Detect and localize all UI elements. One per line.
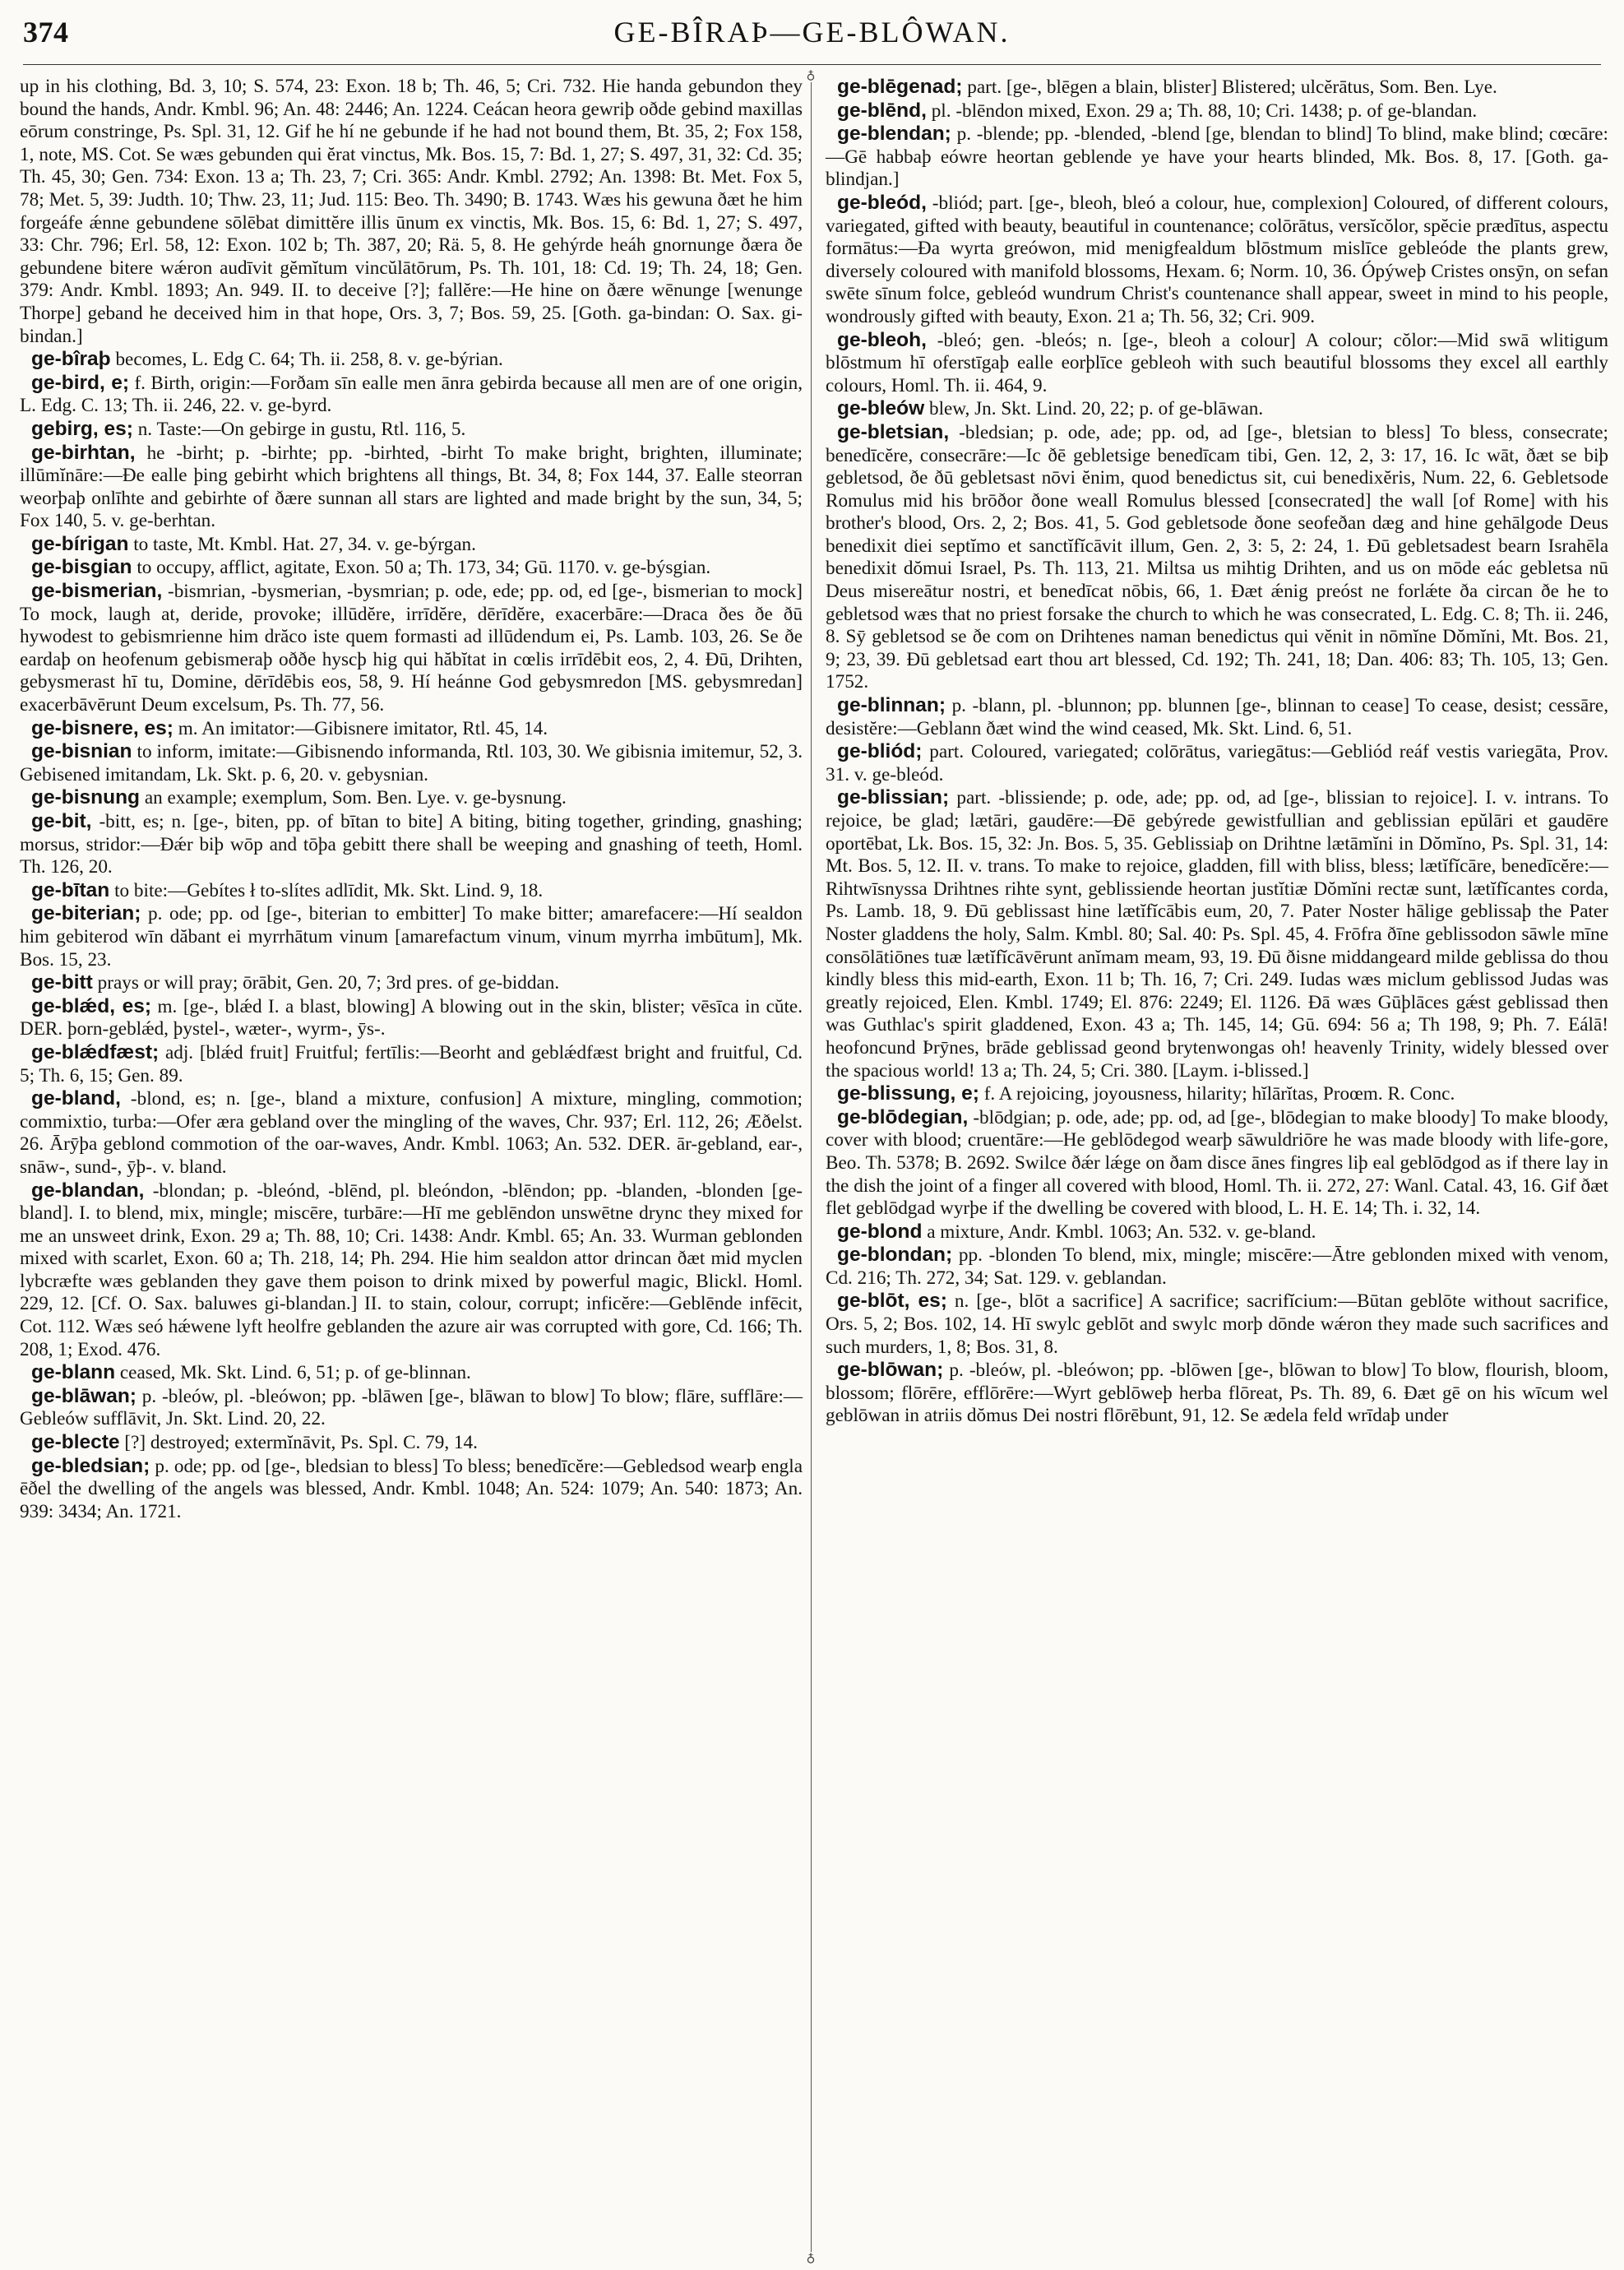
entry-headword: ge-bītan [31, 878, 110, 901]
entry-body: p. ode; pp. od [ge-, biterian to embitter] To make bitter; amarefacere:—Hí sealdon him gebiterod wīn dăbant ei myrrhātum vinum [amarefactum vinum, vinum myrrha imbūtum], Mk. Bos. 15, 23. [20, 903, 803, 971]
entry-headword: ge-bisnian [31, 740, 132, 763]
entry-body: ceased, Mk. Skt. Lind. 6, 51; p. of ge-blinnan. [119, 1362, 471, 1384]
entry-headword: ge-bisnere, es; [31, 716, 174, 739]
entry-body: -bliód; part. [ge-, bleoh, bleó a colour, hue, complexion] Coloured, of different colours, variegated, gifted with beauty, beautiful in countenance; colōrātus, versĭcŏlor, spĕcie prædītus, aspectu formātus:—Ða wyrta greówon, mid menigfealdum blōstmum mislīce gebleóde the plants grew, diversely coloured with manifold blossoms, Hexam. 6; Norm. 10, 36. Ópýweþ Cristes onsȳn, on sefan swēte sīnum folce, gebleód wundrum Christ's countenance shall appear, sweet in mind to his people, wondrously gifted with beauty, Exon. 21 a; Th. 56, 32; Cri. 909. [826, 192, 1608, 327]
entry-body: to taste, Mt. Kmbl. Hat. 27, 34. v. ge-býrgan. [133, 533, 476, 555]
dictionary-entry [826, 123, 1608, 192]
entry-headword: ge-bírigan [31, 532, 129, 555]
dictionary-entry [826, 1244, 1608, 1290]
entry-headword: ge-blǽdfæst; [31, 1040, 160, 1063]
entry-body: to occupy, afflict, agitate, Exon. 50 a; Th. 173, 34; Gū. 1170. v. ge-býsgian. [136, 557, 711, 579]
entry-body: -bledsian; p. ode, ade; pp. od, ad [ge-, bletsian to bless] To bless, consecrate; benedīcĕre, consecrāre:—Ic ðē gebletsige benedīcam tibi, Gen. 12, 2, 3: 17, 16. Ic wāt, ðæt se biþ gebletsod, ðe ðū gebletsast nōvi ĕnim, quod benedictus sit, cui benedixĕris, Num. 22, 6. Gebletsode Romulus mid his brōðor ðone weall Romulus blessed [consecrated] the wall [of Rome] with his brother's blood, Ors. 2, 2; Bos. 41, 5. God gebletsode ðone seofeðan dæg and hine gehālgode Deus benedixit diei septĭmo et sanctĭfĭcāvit illum, Gen. 2, 3: 5, 2: 24, 1. Ðū gebletsadest bearn Israhēla benedixit dŏmui Israel, Ps. Th. 113, 21. Miltsa us mihtig Drihten, and us on mōde eác gebletsa nū Deus misereātur nostri, et benedīcat nōbis, 66, 1. Ðæt ǽnig preóst ne forlǽte ða circan ðe he to gebletsod wæs that no priest forsake the church to which he was consecrated, L. Edg. C. 8; Th. ii. 246, 8. Sȳ gebletsod se ðe com on Drihtenes naman benedictus qui vĕnit in nōmĭne Dŏmĭni, Mt. Bos. 21, 9; 23, 39. Ðū gebletsad eart thou art blessed, Cd. 192; Th. 241, 18; Dan. 406: 83; Th. 105, 13; Gen. 1752. [826, 421, 1609, 693]
entry-body: -bitt, es; n. [ge-, biten, pp. of bītan to bite] A biting, biting together, grinding, gnashing; morsus, stridor:—Ðǽr biþ wōp and tōþa gebitt there shall be weeping and gnashing of teeth, Homl. Th. 126, 20. [20, 811, 803, 878]
dictionary-entry [826, 329, 1608, 398]
dictionary-entry [826, 76, 1608, 100]
dictionary-entry [20, 1041, 803, 1087]
dictionary-entry [826, 100, 1608, 123]
page-number: 374 [23, 16, 69, 49]
entry-headword: ge-bleód, [837, 191, 927, 214]
entry-headword: ge-blecte [31, 1431, 120, 1454]
entry-body: up in his clothing, Bd. 3, 10; S. 574, 23: Exon. 18 b; Th. 46, 5; Cri. 732. Hie handa gebundon they bound the hands, Andr. Kmbl. 96; An. 48: 2446; An. 1224. Ceácan heora gewriþ oðde gebind maxillas eōrum constringe, Ps. Spl. 31, 12. Gif he hí ne gebunde if he had not bound them, Bt. 35, 2; Fox 158, 1, note, MS. Cot. Se wæs gebunden qui ĕrat vinctus, Mk. Bos. 15, 7: Bd. 1, 27; S. 497, 31, 32: Cd. 35; Th. 45, 30; Gen. 734: Exon. 13 a; Th. 23, 7; Cri. 365: Andr. Kmbl. 2792; An. 1398: Bt. Met. Fox 5, 78; Met. 5, 39: Judth. 10; Thw. 23, 11; Jud. 115: Beo. Th. 3490; B. 1743. Wæs his gewuna ðæt he him forgeáfe ǽnne gebundene sōlēbat dimittĕre illis ūnum ex vinctis, Mk. Bos. 15, 6: Bd. 1, 27; S. 497, 33: Chr. 796; Erl. 58, 12: Exon. 102 b; Th. 387, 20; Rä. 5, 8. He gehýrde heáh gnornunge ðæra ðe gebundene bitere wǽron audīvit gĕmĭtum vincŭlātōrum, Ps. Th. 101, 18: Cd. 19; Th. 24, 18; Gen. 379: Andr. Kmbl. 1893; An. 949. II. to deceive [?]; fallĕre:—He hine on ðære wēnunge [wenunge Thorpe] geband he deceived him in that hope, Ors. 3, 7; Bos. 59, 25. [Goth. ga-bindan: O. Sax. gi-bindan.] [20, 76, 803, 347]
entry-body: part. -blissiende; p. ode, ade; pp. od, ad [ge-, blissian to rejoice]. I. v. intrans. To rejoice, be glad; lætāri, gaudēre:—Ðē gebýrede gewistfullian and geblissian epŭlāri et gaudēre oportēbat, Lk. Bos. 15, 32: Jn. Bos. 5, 35. Geblissiaþ on Drihtne lætāmĭni in Dŏmĭno, Ps. Spl. 31, 14: Mt. Bos. 5, 12. II. v. trans. To make to rejoice, gladden, fill with bliss, bless; lætĭfĭcāre, benedīcĕre:—Rihtwīsnyssa Drihtnes rihte synt, geblissiende heortan justĭtiæ Dŏmĭni rectæ sunt, lætĭfĭcantes corda, Ps. Lamb. 18, 9. Ðū geblissast hine lætĭfĭcābis eum, 20, 7. Pater Noster hālige geblissaþ the Pater Noster gladdens the holy, Salm. Kmbl. 80; Sal. 40: Ps. Spl. 45, 4. Frōfra ðīne geblissodon sāwle mīne consōlātiōnes tuæ lætĭfĭcāvērunt anĭmam meam, 93, 19. Ðū ðisne middangeard milde geblissa do thou kindly bless this mid-earth, Exon. 11 b; Th. 16, 7; Cri. 249. Iudas wæs miclum geblissod Judas was greatly rejoiced, Elen. Kmbl. 1749; El. 876: 2249; El. 1126. Ðā wæs Gūþlāces gǽst geblissad then was Guthlac's spirit gladdened, Exon. 43 a; Th. 145, 14; Gū. 694: 56 a; Th 198, 9; Ph. 7. Eálā! heofoncund Þrȳnes, brāde geblissad geond brytenwongas oh! heavenly Trinity, widely blessed over the spacious world! 13 a; Th. 24, 5; Cri. 380. [Laym. i-blissed.] [826, 787, 1609, 1082]
dictionary-entry [20, 1385, 803, 1431]
entry-headword: ge-bismerian, [31, 580, 163, 603]
entry-body: f. Birth, origin:—Forðam sīn ealle men ānra gebirda because all men are of one origin, L. Edg. C. 13; Th. ii. 246, 22. v. ge-byrd. [20, 372, 803, 417]
entry-headword: ge-bit, [31, 810, 92, 832]
entry-headword: ge-blissian; [837, 786, 950, 809]
dictionary-entry [826, 786, 1608, 1082]
entry-body: [?] destroyed; extermĭnāvit, Ps. Spl. C. 79, 14. [124, 1432, 478, 1454]
entry-body: a mixture, Andr. Kmbl. 1063; An. 532. v. ge-bland. [927, 1221, 1316, 1243]
dictionary-entry [20, 1179, 803, 1362]
entry-body: n. [ge-, blōt a sacrifice] A sacrifice; sacrifĭcium:—Būtan geblōte without sacrifice, Ors. 5, 2; Bos. 102, 14. Hī swylc geblōt and swylc morþ dōnde wǽron they made such sacrifices and such murders, 1, 8; Bos. 31, 8. [826, 1290, 1609, 1358]
dictionary-entry [20, 1087, 803, 1179]
dictionary-entry [20, 879, 803, 903]
entry-body: f. A rejoicing, joyousness, hilarity; hĭlārĭtas, Proœm. R. Conc. [983, 1083, 1455, 1105]
entry-headword: ge-biterian; [31, 902, 141, 925]
entry-headword: ge-blǽd, es; [31, 994, 151, 1017]
entry-headword: ge-bleów [837, 397, 925, 420]
entry-body: adj. [blǽd fruit] Fruitful; fertīlis:—Beorht and geblǽdfæst bright and fruitful, Cd. 5; Th. 6, 15; Gen. 89. [20, 1041, 803, 1086]
entry-headword: ge-blēgenad; [837, 76, 963, 98]
dictionary-entry [20, 971, 803, 995]
dictionary-entry [20, 717, 803, 741]
entry-body: -bismrian, -bysmerian, -bysmrian; p. ode, ede; pp. od, ed [ge-, bismerian to mock] To mock, laugh at, deride, provoke; illūdĕre, irrīdĕre, dērīdĕre, exacerbāre:—Draca ðes ðe ðū hywodest to gebismrienne him drăco iste quem formasti ad illūdendum ei, Ps. Lamb. 103, 26. Se ðe eardaþ on heofenum gebismeraþ oððe hyscþ hig qui hăbĭtat in cœlis irrīdēbit eos, 2, 4. Ðū, Drihten, gebysmerast hī tu, Domine, dērīdēbis eos, 58, 9. Hí heánne God gebysmredon [MS. gebysmredan] exacerbāvērunt Deum excelsum, Ps. Th. 77, 56. [20, 581, 803, 716]
entry-body: -blond, es; n. [ge-, bland a mixture, confusion] A mixture, mingling, commotion; commixtio, turba:—Ofer æra gebland over the mingling of the waves, Chr. 937; Erl. 112, 26; Æðelst. 26. Ārȳþa geblond commotion of the oar-waves, Andr. Kmbl. 1063; An. 532. DER. ār-gebland, ear-, snāw-, sund-, ȳþ-. v. bland. [20, 1088, 803, 1178]
entry-headword: ge-bisgian [31, 556, 132, 579]
entry-headword: ge-bliód; [837, 740, 923, 763]
entry-body: n. Taste:—On gebirge in gustu, Rtl. 116, 5. [137, 418, 466, 440]
dictionary-entry [826, 1221, 1608, 1244]
entry-headword: ge-blendan; [837, 123, 951, 146]
entry-headword: ge-blinnan; [837, 694, 946, 717]
dictionary-entry [20, 418, 803, 442]
divider-ornament-bottom-icon: ♁ [804, 2252, 817, 2265]
entry-body: p. -bleów, pl. -bleówon; pp. -blōwen [ge-, blōwan to blow] To blow, flourish, bloom, blossom; flōrēre, efflōrēre:—Wyrt geblōweþ herba flōreat, Ps. Th. 89, 6. Ðæt gē on his wīcum wel geblōwan in atriis dŏmus Dei nostri flōrēbunt, 91, 12. Se ædela feld wrīdaþ under [826, 1360, 1609, 1427]
entry-headword: ge-bledsian; [31, 1454, 150, 1477]
entry-headword: ge-blāwan; [31, 1384, 136, 1407]
entry-headword: ge-blōdegian, [837, 1105, 969, 1128]
dictionary-entry [20, 348, 803, 372]
dictionary-entry [20, 442, 803, 533]
dictionary-entry [20, 556, 803, 580]
entry-body: part. Coloured, variegated; colōrātus, variegātus:—Gebliód reáf vestis variegāta, Prov. 31. v. ge-bleód. [826, 741, 1609, 785]
page-header [23, 15, 1601, 51]
entry-body: p. -blann, pl. -blunnon; pp. blunnen [ge-, blinnan to cease] To cease, desist; cessāre, desistĕre:—Geblann ðæt wind the wind ceased, Mk. Skt. Lind. 6, 51. [826, 695, 1609, 739]
dictionary-entry [826, 421, 1608, 694]
dictionary-entry [20, 580, 803, 717]
entry-headword: ge-bisnung [31, 786, 141, 809]
entry-body: blew, Jn. Skt. Lind. 20, 22; p. of ge-blāwan. [928, 398, 1264, 420]
entry-body: pl. -blēndon mixed, Exon. 29 a; Th. 88, 10; Cri. 1438; p. of ge-blandan. [931, 100, 1478, 122]
dictionary-entry [826, 694, 1608, 740]
entry-headword: ge-bitt [31, 971, 93, 994]
entry-body: to inform, imitate:—Gibisnendo informanda, Rtl. 103, 30. We gibisnia imitemur, 52, 3. Gebisened imitandam, Lk. Skt. p. 6, 20. v. gebysnian. [20, 741, 803, 785]
entry-body: -blōdgian; p. ode, ade; pp. od, ad [ge-, blōdegian to make bloody] To make bloody, cover with blood; cruentāre:—He geblōdegod wearþ sāwuldriōre he was made bloody with life-gore, Beo. Th. 5378; B. 2692. Swilce ðǽr lǽge on ðam disce ānes fingres liþ eal geblōdgod as if there lay in the dish the joint of a finger all covered with blood, Homl. Th. ii. 272, 27: Wanl. Catal. 43, 16. Gif ðæt flet geblōdgad wyrþe if the dwelling be covered with blood, L. H. E. 14; Th. i. 32, 14. [826, 1106, 1609, 1220]
dictionary-entry [20, 902, 803, 971]
entry-headword: gebirg, es; [31, 417, 133, 440]
dictionary-entry [826, 1359, 1608, 1428]
entry-body: p. -bleów, pl. -bleówon; pp. -blāwen [ge-, blāwan to blow] To blow; flāre, sufflāre:—Gebleów sufflāvit, Jn. Skt. Lind. 20, 22. [20, 1385, 803, 1430]
entry-headword: ge-bland, [31, 1087, 121, 1110]
dictionary-entry [20, 1455, 803, 1524]
dictionary-entry [20, 995, 803, 1041]
dictionary-entry [826, 740, 1608, 786]
entry-body: p. ode; pp. od [ge-, bledsian to bless] To bless; benedīcĕre:—Gebledsod wearþ engla ēðel the dwelling of the angels was blessed, Andr. Kmbl. 1048; An. 524: 1079; An. 540: 1873; An. 939: 3434; An. 1721. [20, 1455, 803, 1522]
entry-body: he -birht; p. -birhte; pp. -birhted, -birht To make bright, brighten, illuminate; illūmĭnāre:—Ðe ealle þing gebirht which brightens all things, Bt. 34, 8; Fox 144, 37. Ealle steorran weorþaþ onlīhte and gebirhte of ðære sunnan all stars are lighted and made bright by the sun, 34, 5; Fox 140, 5. v. ge-berhtan. [20, 442, 803, 532]
entry-headword: ge-bîraþ [31, 348, 111, 371]
entry-headword: ge-blann [31, 1361, 116, 1384]
entry-headword: ge-blondan; [837, 1244, 953, 1267]
entry-body: -blondan; p. -bleónd, -blēnd, pl. bleóndon, -blēndon; pp. -blanden, -blonden [ge-bland]. I. to blend, mix, mingle; miscēre, turbāre:—Hī me geblēndon unswētne drync they mixed for me an unsweet drink, Exon. 29 a; Th. 88, 10; Cri. 1438: Andr. Kmbl. 65; An. 33. Wurman geblonden mixed with scarlet, Exon. 60 a; Th. 218, 14; Ph. 294. Hie him sealdon attor drincan ðæt mid myclen lybcræfte wæs geblanden they gave them poison to drink mixed by powerful magic, Blickl. Homl. 229, 12. [Cf. O. Sax. baluwes gi-blandan.] II. to stain, colour, corrupt; inficĕre:—Geblēnde infēcit, Cot. 112. Wæs seó hǽwene lyft heolfre geblanden the azure air was corrupted with gore, Cd. 166; Th. 208, 1; Exod. 476. [20, 1179, 803, 1360]
entry-body: -bleó; gen. -bleós; n. [ge-, bleoh a colour] A colour; cŏlor:—Mid swā wlitigum blōstmum hī oferstīgaþ ealle eorþlīce gebleoh with such beautiful blossoms they excel all earthly colours, Homl. Th. ii. 464, 9. [826, 329, 1608, 396]
dictionary-entry [826, 1290, 1608, 1359]
dictionary-entry [20, 76, 803, 348]
entry-headword: ge-birhtan, [31, 441, 136, 464]
dictionary-entry [20, 372, 803, 418]
entry-headword: ge-bleoh, [837, 328, 927, 351]
entry-headword: ge-blōwan; [837, 1359, 944, 1382]
entry-headword: ge-blandan, [31, 1179, 145, 1202]
left-column [20, 76, 803, 1523]
dictionary-entry [20, 740, 803, 786]
dictionary-entry [826, 397, 1608, 421]
entry-headword: ge-blēnd, [837, 99, 927, 122]
dictionary-entry [826, 192, 1608, 329]
entry-body: m. An imitator:—Gibisnere imitator, Rtl. 45, 14. [178, 717, 548, 739]
right-column [826, 76, 1608, 1428]
column-divider [811, 71, 812, 2255]
entry-body: part. [ge-, blēgen a blain, blister] Blistered; ulcĕrātus, Som. Ben. Lye. [967, 76, 1497, 98]
running-head: GE-BÎRAÞ—GE-BLÔWAN. [613, 16, 1011, 49]
dictionary-entry [20, 533, 803, 557]
entry-headword: ge-bird, e; [31, 371, 130, 394]
divider-ornament-icon: ♁ [804, 69, 817, 82]
entry-body: to bite:—Gebítes ł to-slítes adlīdit, Mk. Skt. Lind. 9, 18. [114, 879, 544, 901]
header-rule [23, 64, 1601, 65]
entry-headword: ge-blond [837, 1220, 923, 1243]
entry-body: an example; exemplum, Som. Ben. Lye. v. ge-bysnung. [144, 787, 567, 809]
dictionary-entry [826, 1082, 1608, 1106]
dictionary-entry [20, 1431, 803, 1455]
dictionary-entry [20, 1361, 803, 1385]
entry-headword: ge-blōt, es; [837, 1290, 947, 1313]
entry-body: becomes, L. Edg C. 64; Th. ii. 258, 8. v. ge-býrian. [115, 349, 503, 371]
dictionary-entry [20, 810, 803, 879]
dictionary-entry [826, 1106, 1608, 1221]
entry-body: prays or will pray; ōrābit, Gen. 20, 7; 3rd pres. of ge-biddan. [97, 972, 560, 994]
entry-headword: ge-bletsian, [837, 420, 950, 443]
entry-body: p. -blende; pp. -blended, -blend [ge, blendan to blind] To blind, make blind; cœcāre:—Gē habbaþ eówre heortan geblende ye have your hearts blinded, Mk. Bos. 8, 17. [Goth. ga-blindjan.] [826, 123, 1609, 191]
dictionary-entry [20, 786, 803, 810]
entry-body: pp. -blonden To blend, mix, mingle; miscēre:—Ātre geblonden mixed with venom, Cd. 216; Th. 272, 34; Sat. 129. v. geblandan. [826, 1244, 1608, 1289]
entry-body: m. [ge-, blǽd I. a blast, blowing] A blowing out in the skin, blister; vēsīca in cŭte. DER. þorn-geblǽd, þystel-, wæter-, wyrm-, ȳs-. [20, 995, 803, 1040]
entry-headword: ge-blissung, e; [837, 1082, 979, 1105]
